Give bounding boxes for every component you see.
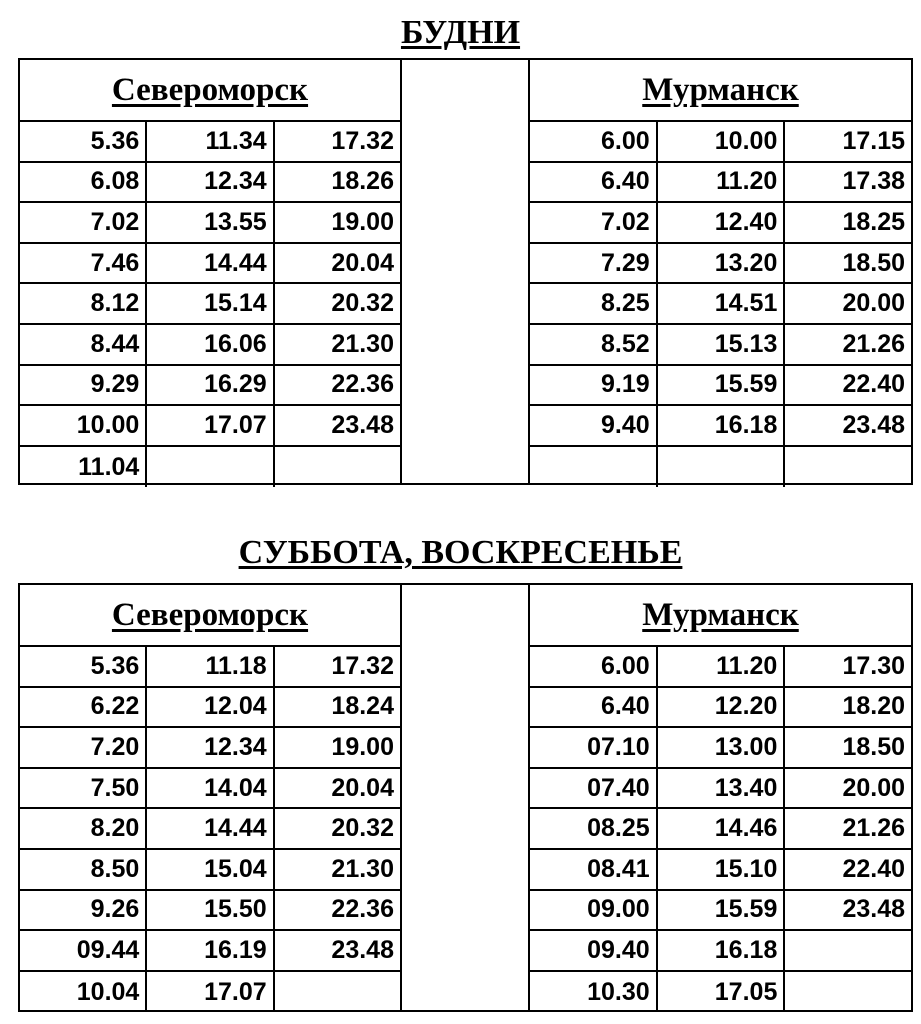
table-row	[530, 163, 911, 204]
time-cell: 8.20	[20, 809, 147, 848]
time-cell: 13.00	[658, 728, 786, 767]
time-rows	[530, 647, 911, 1012]
time-cell: 6.08	[20, 163, 147, 202]
time-cell	[530, 447, 658, 488]
time-cell: 07.40	[530, 769, 658, 808]
time-cell: 8.12	[20, 284, 147, 323]
time-cell: 18.26	[331, 167, 394, 196]
table-row	[20, 284, 400, 325]
weekend-severomorsk-table	[18, 583, 402, 1012]
time-cell	[785, 447, 911, 488]
time-cell: 12.20	[658, 688, 786, 727]
time-rows	[530, 122, 911, 487]
time-cell: 15.50	[147, 891, 274, 930]
time-cell: 10.00	[20, 406, 147, 445]
time-cell: 8.50	[20, 850, 147, 889]
table-row	[530, 728, 911, 769]
time-cell: 12.34	[147, 728, 274, 767]
table-row	[530, 688, 911, 729]
time-cell: 22.36	[331, 370, 394, 399]
city-header-murmansk: Мурманск	[530, 60, 911, 122]
time-cell: 18.25	[842, 207, 906, 236]
time-cell: 9.26	[20, 891, 147, 930]
time-rows	[20, 122, 400, 487]
table-row	[530, 366, 911, 407]
time-cell: 17.32	[331, 126, 394, 155]
time-cell	[147, 447, 274, 488]
time-cell: 22.40	[842, 370, 906, 399]
time-cell: 10.04	[20, 972, 147, 1013]
time-cell: 6.40	[530, 163, 658, 202]
time-cell: 13.40	[658, 769, 786, 808]
time-cell: 07.10	[530, 728, 658, 767]
time-cell: 22.36	[331, 895, 394, 924]
time-cell: 13.20	[658, 244, 786, 283]
time-cell: 18.50	[842, 732, 906, 761]
time-cell: 17.05	[658, 972, 786, 1013]
table-row	[20, 850, 400, 891]
time-cell: 17.07	[147, 406, 274, 445]
time-cell: 23.48	[842, 895, 906, 924]
table-row	[20, 406, 400, 447]
table-row	[530, 406, 911, 447]
table-row	[530, 122, 911, 163]
time-cell: 08.25	[530, 809, 658, 848]
table-row	[530, 447, 911, 488]
weekdays-title: БУДНИ	[400, 14, 521, 51]
time-cell: 11.20	[658, 647, 786, 686]
time-cell: 6.22	[20, 688, 147, 727]
time-cell: 19.00	[331, 732, 394, 761]
time-cell: 6.00	[530, 122, 658, 161]
time-cell: 20.00	[842, 773, 906, 802]
separator-column	[400, 58, 530, 485]
time-cell: 18.20	[842, 692, 906, 721]
table-row	[530, 325, 911, 366]
time-cell: 14.46	[658, 809, 786, 848]
weekdays-murmansk-table	[528, 58, 913, 485]
table-row	[20, 769, 400, 810]
time-cell: 9.29	[20, 366, 147, 405]
table-row	[20, 244, 400, 285]
time-cell: 22.40	[842, 854, 906, 883]
time-cell: 17.30	[842, 651, 906, 680]
time-cell: 18.50	[842, 248, 906, 277]
time-cell: 21.26	[842, 814, 906, 843]
table-row	[530, 809, 911, 850]
time-cell: 16.18	[658, 931, 786, 970]
time-cell: 20.04	[331, 773, 394, 802]
time-cell: 09.40	[530, 931, 658, 970]
weekdays-schedule	[18, 58, 913, 485]
table-row	[530, 769, 911, 810]
time-cell: 15.13	[658, 325, 786, 364]
time-cell	[785, 931, 911, 970]
time-cell: 16.18	[658, 406, 786, 445]
table-row	[20, 728, 400, 769]
time-cell: 15.59	[658, 891, 786, 930]
weekend-murmansk-table	[528, 583, 913, 1012]
time-cell: 7.50	[20, 769, 147, 808]
weekend-schedule	[18, 583, 913, 1012]
time-cell: 5.36	[20, 122, 147, 161]
city-header-murmansk: Мурманск	[530, 585, 911, 647]
time-cell: 15.14	[147, 284, 274, 323]
time-cell: 14.04	[147, 769, 274, 808]
time-cell: 7.20	[20, 728, 147, 767]
time-cell: 8.25	[530, 284, 658, 323]
time-cell: 11.04	[20, 447, 147, 488]
time-cell: 20.32	[331, 814, 394, 843]
time-cell: 15.10	[658, 850, 786, 889]
time-cell: 5.36	[20, 647, 147, 686]
time-cell: 15.04	[147, 850, 274, 889]
time-cell: 10.00	[658, 122, 786, 161]
time-cell: 18.24	[331, 692, 394, 721]
time-cell: 16.06	[147, 325, 274, 364]
table-row	[530, 891, 911, 932]
time-cell: 23.48	[331, 410, 394, 439]
time-cell: 6.00	[530, 647, 658, 686]
time-cell: 17.15	[842, 126, 906, 155]
time-cell: 12.34	[147, 163, 274, 202]
time-cell: 15.59	[658, 366, 786, 405]
time-cell: 6.40	[530, 688, 658, 727]
time-cell: 8.52	[530, 325, 658, 364]
time-cell: 16.19	[147, 931, 274, 970]
time-cell: 13.55	[147, 203, 274, 242]
time-cell: 21.30	[331, 329, 394, 358]
time-cell: 17.32	[331, 651, 394, 680]
time-cell: 17.07	[147, 972, 274, 1013]
time-cell: 09.00	[530, 891, 658, 930]
time-cell: 8.44	[20, 325, 147, 364]
time-cell	[275, 972, 400, 1013]
table-row	[20, 325, 400, 366]
table-row	[20, 688, 400, 729]
city-header-severomorsk: Североморск	[20, 60, 400, 122]
time-rows	[20, 647, 400, 1012]
table-row	[530, 244, 911, 285]
time-cell: 12.40	[658, 203, 786, 242]
time-cell: 16.29	[147, 366, 274, 405]
weekdays-severomorsk-table	[18, 58, 402, 485]
table-row	[20, 447, 400, 488]
table-row	[20, 891, 400, 932]
time-cell: 9.19	[530, 366, 658, 405]
time-cell: 7.02	[20, 203, 147, 242]
time-cell: 14.44	[147, 809, 274, 848]
table-row	[530, 972, 911, 1013]
time-cell: 11.18	[147, 647, 274, 686]
table-row	[20, 972, 400, 1013]
time-cell	[785, 972, 911, 1013]
time-cell: 11.20	[658, 163, 786, 202]
time-cell: 08.41	[530, 850, 658, 889]
time-cell: 10.30	[530, 972, 658, 1013]
time-cell: 9.40	[530, 406, 658, 445]
time-cell: 23.48	[331, 935, 394, 964]
table-row	[530, 203, 911, 244]
time-cell: 21.30	[331, 854, 394, 883]
time-cell: 7.02	[530, 203, 658, 242]
time-cell	[275, 447, 400, 488]
time-cell: 12.04	[147, 688, 274, 727]
table-row	[20, 931, 400, 972]
table-row	[20, 163, 400, 204]
separator-column	[400, 583, 530, 1012]
time-cell: 19.00	[331, 207, 394, 236]
time-cell: 14.51	[658, 284, 786, 323]
table-row	[530, 850, 911, 891]
time-cell: 20.32	[331, 289, 394, 318]
time-cell: 20.00	[842, 289, 906, 318]
time-cell	[658, 447, 786, 488]
time-cell: 09.44	[20, 931, 147, 970]
table-row	[20, 122, 400, 163]
weekend-title: СУББОТА, ВОСКРЕСЕНЬЕ	[238, 534, 683, 571]
table-row	[20, 647, 400, 688]
time-cell: 7.29	[530, 244, 658, 283]
city-header-severomorsk: Североморск	[20, 585, 400, 647]
time-cell: 11.34	[147, 122, 274, 161]
time-cell: 20.04	[331, 248, 394, 277]
table-row	[530, 931, 911, 972]
time-cell: 23.48	[842, 410, 906, 439]
table-row	[20, 366, 400, 407]
table-row	[20, 203, 400, 244]
time-cell: 7.46	[20, 244, 147, 283]
table-row	[20, 809, 400, 850]
time-cell: 21.26	[842, 329, 906, 358]
table-row	[530, 284, 911, 325]
time-cell: 14.44	[147, 244, 274, 283]
table-row	[530, 647, 911, 688]
time-cell: 17.38	[842, 167, 906, 196]
